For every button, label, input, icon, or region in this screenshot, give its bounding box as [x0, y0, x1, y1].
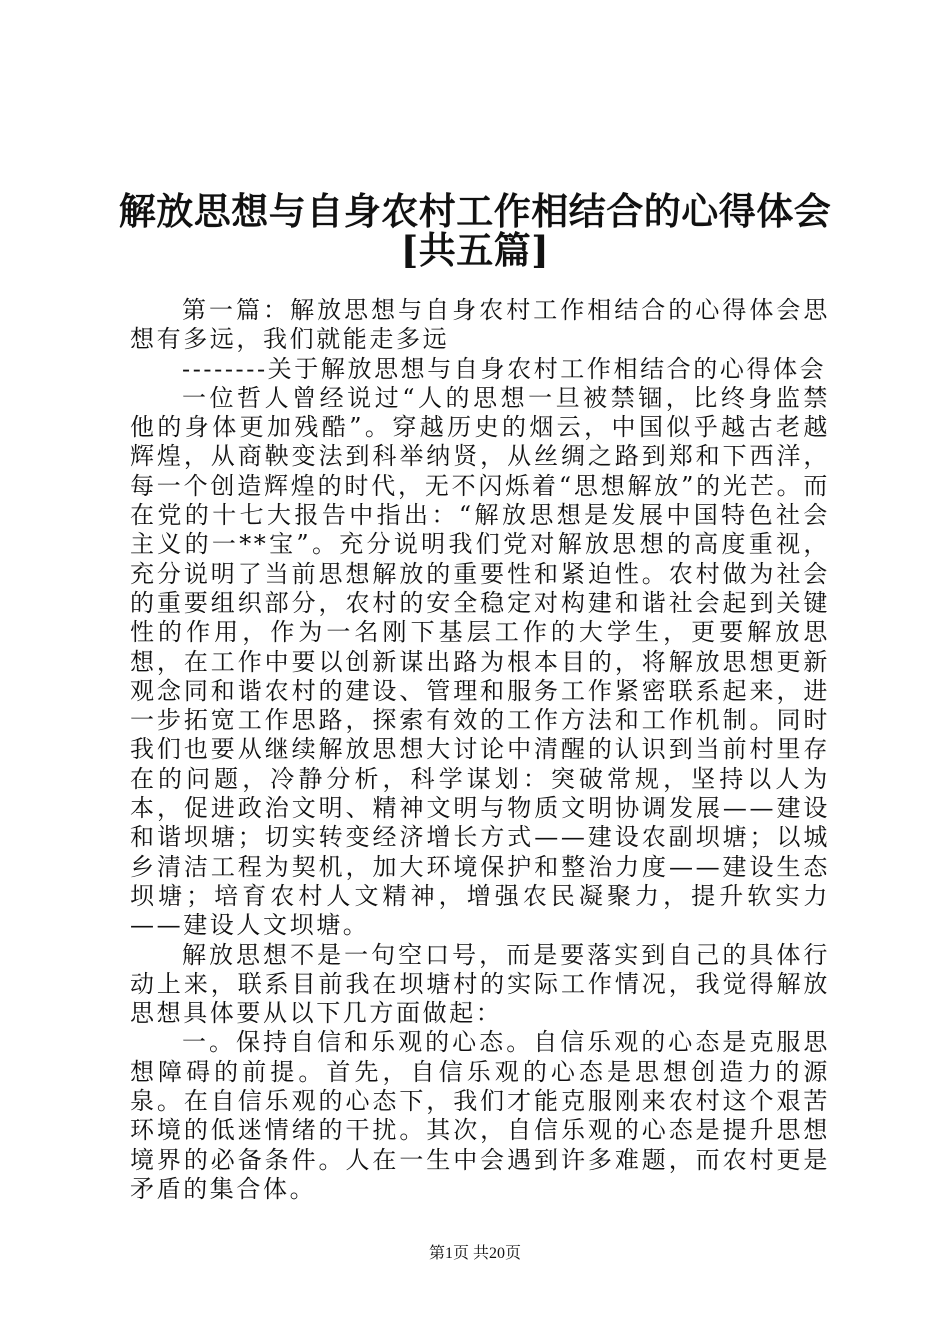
document-body	[130, 296, 830, 1204]
paragraph-1: 第一篇：解放思想与自身农村工作相结合的心得体会思想有多远，我们就能走多远	[130, 296, 830, 354]
page-footer: 第1页 共20页	[428, 1245, 521, 1262]
document-subtitle: [共五篇]	[400, 228, 550, 272]
document-title: 解放思想与自身农村工作相结合的心得体会	[118, 189, 832, 233]
paragraph-5: 一。保持自信和乐观的心态。自信乐观的心态是克服思想障碍的前提。首先，自信乐观的心态是思想创造力的源泉。在自信乐观的心态下，我们才能克服刚来农村这个艰苦环境的低迷情绪的干扰。其次，自信乐观的心态是提升思想境界的必备条件。人在一生中会遇到许多难题，而农村更是矛盾的集合体。	[130, 1028, 830, 1203]
paragraph-2: --------关于解放思想与自身农村工作相结合的心得体会	[182, 354, 827, 383]
paragraph-4: 解放思想不是一句空口号，而是要落实到自己的具体行动上来，联系目前我在坝塘村的实际工作情况，我觉得解放思想具体要从以下几方面做起：	[130, 940, 830, 1028]
paragraph-3: 一位哲人曾经说过“人的思想一旦被禁锢，比终身监禁他的身体更加残酷”。穿越历史的烟云，中国似乎越古老越辉煌，从商鞅变法到科举纳贤，从丝绸之路到郑和下西洋，每一个创造辉煌的时代，无不闪烁着“思想解放”的光芒。而在党的十七大报告中指出：“解放思想是发展中国特色社会主义的一**宝”。充分说明我们党对解放思想的高度重视，充分说明了当前思想解放的重要性和紧迫性。农村做为社会的重要组织部分，农村的安全稳定对构建和谐社会起到关键性的作用，作为一名刚下基层工作的大学生，更要解放思想，在工作中要以创新谋出路为根本目的，将解放思想更新观念同和谐农村的建设、管理和服务工作紧密联系起来，进一步拓宽工作思路，探索有效的工作方法和工作机制。同时我们也要从继续解放思想大讨论中清醒的认识到当前村里存在的问题，冷静分析，科学谋划：突破常规，坚持以人为本，促进政治文明、精神文明与物质文明协调发展——建设和谐坝塘；切实转变经济增长方式——建设农副坝塘；以城乡清洁工程为契机，加大环境保护和整治力度——建设生态坝塘；培育农村人文精神，增强农民凝聚力，提升软实力——建设人文坝塘。	[130, 383, 830, 940]
